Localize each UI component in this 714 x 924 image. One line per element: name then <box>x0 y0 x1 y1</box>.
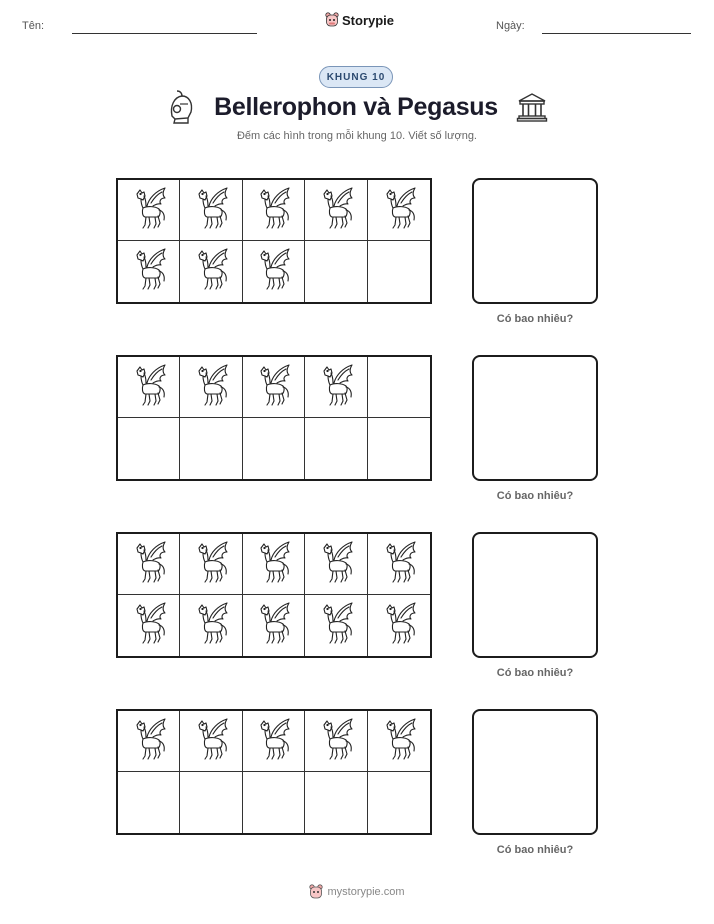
ten-frame-row-3 <box>0 532 714 702</box>
ten-frame-1 <box>116 178 432 304</box>
ten-frame-cell <box>368 772 430 833</box>
pegasus-icon <box>129 538 169 591</box>
pegasus-icon <box>191 184 231 237</box>
instructions: Đếm các hình trong mỗi khung 10. Viết số lượng. <box>236 130 477 142</box>
ten-frame-cell <box>305 534 367 595</box>
pegasus-icon <box>316 361 356 414</box>
ten-frame-cell <box>180 772 242 833</box>
pegasus-icon <box>191 538 231 591</box>
ten-frame-cell <box>243 357 305 418</box>
ten-frame-cell <box>243 418 305 479</box>
ten-frame-row-1 <box>0 178 714 348</box>
temple-icon <box>516 91 548 123</box>
ten-frame-cell <box>118 534 180 595</box>
pegasus-icon <box>191 361 231 414</box>
pegasus-icon <box>253 184 293 237</box>
title-row <box>0 90 714 124</box>
pegasus-icon <box>129 245 169 298</box>
ten-frame-cell <box>243 772 305 833</box>
pegasus-icon <box>379 715 419 768</box>
ten-frame-cell <box>118 180 180 241</box>
question-label-3: Có bao nhiêu? <box>496 667 574 679</box>
date-field[interactable] <box>542 33 691 34</box>
pegasus-icon <box>316 538 356 591</box>
brand-name: Storypie <box>342 12 395 28</box>
ten-frame-cell <box>368 418 430 479</box>
ten-frame-cell <box>305 180 367 241</box>
pegasus-icon <box>379 599 419 652</box>
ten-frame-cell <box>243 180 305 241</box>
date-label: Ngày: <box>496 20 525 32</box>
answer-box-3[interactable] <box>472 532 598 658</box>
ten-frame-cell <box>243 534 305 595</box>
ten-frame-2 <box>116 355 432 481</box>
pegasus-icon <box>253 599 293 652</box>
ten-frame-row-4 <box>0 709 714 879</box>
ten-frame-cell <box>118 595 180 656</box>
ten-frame-cell <box>368 180 430 241</box>
ten-frame-cell <box>180 241 242 302</box>
ten-frame-cell <box>118 772 180 833</box>
pegasus-icon <box>191 599 231 652</box>
ten-frame-cell <box>368 595 430 656</box>
pegasus-icon <box>253 245 293 298</box>
name-label: Tên: <box>22 20 45 32</box>
pegasus-icon <box>253 715 293 768</box>
ten-frame-cell <box>305 241 367 302</box>
ten-frame-cell <box>243 711 305 772</box>
ten-frame-cell <box>305 711 367 772</box>
pegasus-icon <box>316 715 356 768</box>
ten-frame-cell <box>118 711 180 772</box>
ten-frame-cell <box>118 418 180 479</box>
ten-frame-cell <box>368 711 430 772</box>
answer-box-4[interactable] <box>472 709 598 835</box>
question-label-4: Có bao nhiêu? <box>496 844 574 856</box>
pegasus-icon <box>129 361 169 414</box>
ten-frame-cell <box>180 711 242 772</box>
pegasus-icon <box>253 538 293 591</box>
answer-box-2[interactable] <box>472 355 598 481</box>
ten-frame-cell <box>180 418 242 479</box>
ten-frame-cell <box>305 772 367 833</box>
ten-frame-3 <box>116 532 432 658</box>
footer <box>0 884 714 900</box>
pegasus-icon <box>379 184 419 237</box>
pegasus-icon <box>316 184 356 237</box>
ten-frame-4 <box>116 709 432 835</box>
pegasus-icon <box>129 715 169 768</box>
question-label-1: Có bao nhiêu? <box>496 313 574 325</box>
ten-frame-cell <box>368 241 430 302</box>
ten-frame-cell <box>243 595 305 656</box>
ten-frame-cell <box>180 595 242 656</box>
storypie-mascot-icon <box>309 884 323 900</box>
ten-frame-cell <box>368 534 430 595</box>
ten-frame-cell <box>305 595 367 656</box>
page-title: Bellerophon và Pegasus <box>214 92 498 121</box>
ten-frame-cell <box>305 418 367 479</box>
worksheet-type-badge: KHUNG 10 <box>319 66 393 88</box>
pegasus-icon <box>191 715 231 768</box>
ten-frame-cell <box>243 241 305 302</box>
pegasus-icon <box>129 184 169 237</box>
storypie-mascot-icon <box>325 12 339 28</box>
footer-url: mystorypie.com <box>327 886 405 898</box>
name-field[interactable] <box>72 33 257 34</box>
helmet-icon <box>166 90 196 124</box>
pegasus-icon <box>316 599 356 652</box>
brand-logo <box>325 12 394 28</box>
pegasus-icon <box>191 245 231 298</box>
answer-box-1[interactable] <box>472 178 598 304</box>
ten-frame-cell <box>305 357 367 418</box>
pegasus-icon <box>129 599 169 652</box>
ten-frame-cell <box>180 357 242 418</box>
ten-frame-cell <box>118 357 180 418</box>
ten-frame-cell <box>118 241 180 302</box>
ten-frame-row-2 <box>0 355 714 525</box>
ten-frame-cell <box>368 357 430 418</box>
question-label-2: Có bao nhiêu? <box>496 490 574 502</box>
ten-frame-cell <box>180 534 242 595</box>
ten-frame-cell <box>180 180 242 241</box>
pegasus-icon <box>379 538 419 591</box>
pegasus-icon <box>253 361 293 414</box>
